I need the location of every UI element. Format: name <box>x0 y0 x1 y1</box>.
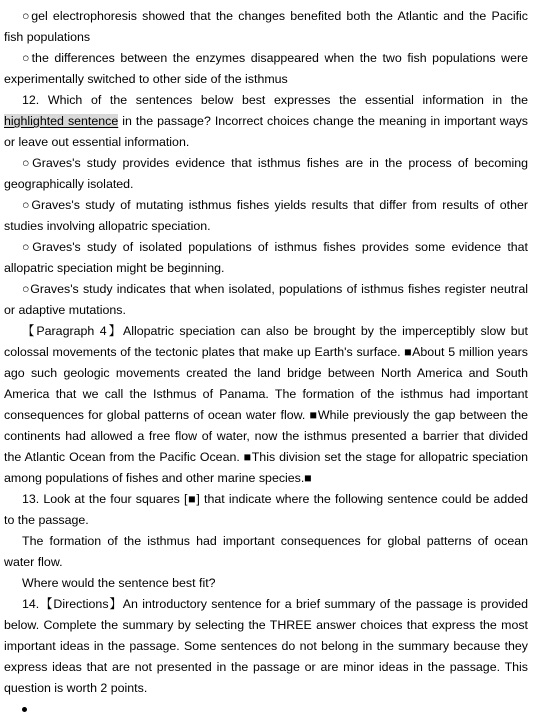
document-page <box>4 6 528 720</box>
question-text: 12. Which of the sentences below best expresses the essential information in the <box>22 93 528 107</box>
answer-option[interactable]: ○Graves's study of mutating isthmus fishes yields results that differ from results of other studies involving allopatric speciation. <box>4 198 528 233</box>
question-13-question: Where would the sentence best fit? <box>22 576 216 590</box>
bullet-icon <box>22 707 27 712</box>
paragraph-4: 【Paragraph 4】Allopatric speciation can also be brought by the imperceptibly slow but colossal movements of the tectonic plates that make up Earth's surface. ■About 5 million years ago such geologic movements created the land bridge between North America and South America that we call the Isthmus of Panama. The formation of the isthmus had important consequences for global patterns of ocean water flow. ■While previously the gap between the continents had allowed a free flow of water, now the isthmus presented a barrier that divided the Atlantic Ocean from the Pacific Ocean. ■This division set the stage for allopatric speciation among populations of fishes and other marine species.■ <box>4 324 528 485</box>
question-14-prompt: 14.【Directions】An introductory sentence for a brief summary of the passage is provided below. Complete the summary by selecting the THREE answer choices that express the most important ideas in the passage. Some sentences do not belong in the summary because they express ideas that are not presented in the passage or are minor ideas in the passage. This question is worth 2 points. <box>4 597 528 695</box>
question-12-prompt <box>4 90 528 153</box>
option-text: ○the differences between the enzymes disappeared when the two fish populations were experimentally switched to other side of the isthmus <box>4 51 528 86</box>
option-text: ○gel electrophoresis showed that the changes benefited both the Atlantic and the Pacific fish populations <box>4 9 528 44</box>
answer-option[interactable]: ○Graves's study of isolated populations of isthmus fishes provides some evidence that allopatric speciation might be beginning. <box>4 240 528 275</box>
question-text: in the passage? Incorrect choices change the meaning in important ways or leave out essential information. <box>4 114 528 149</box>
highlighted-sentence-link[interactable]: highlighted sentence <box>4 114 119 128</box>
summary-bullet <box>4 699 528 720</box>
question-13-prompt: 13. Look at the four squares [■] that indicate where the following sentence could be added to the passage. <box>4 492 528 527</box>
answer-option[interactable]: ○Graves's study indicates that when isolated, populations of isthmus fishes register neutral or adaptive mutations. <box>4 282 528 317</box>
insert-sentence: The formation of the isthmus had important consequences for global patterns of ocean water flow. <box>4 534 528 569</box>
answer-option[interactable]: ○Graves's study provides evidence that isthmus fishes are in the process of becoming geographically isolated. <box>4 156 528 191</box>
